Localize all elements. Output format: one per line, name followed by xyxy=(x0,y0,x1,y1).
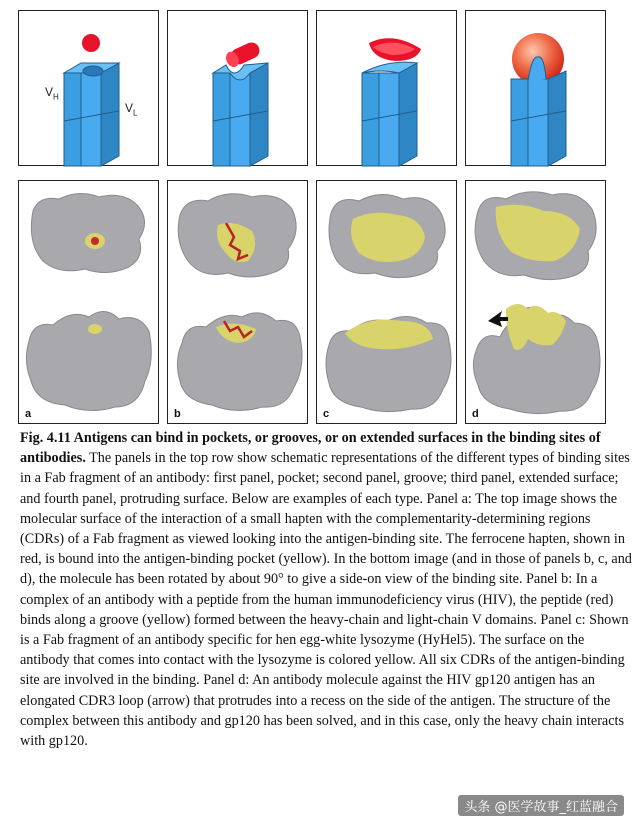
gp120-surface xyxy=(466,181,607,425)
protruding-schematic xyxy=(466,11,607,167)
figure-caption xyxy=(20,428,632,751)
groove-schematic xyxy=(168,11,309,167)
schematic-panel-groove xyxy=(167,10,308,166)
hapten-pocket-surface xyxy=(19,181,160,425)
vl-label: $V_L$ xyxy=(125,101,138,118)
schematic-panel-pocket xyxy=(18,10,159,166)
schematic-panel-protruding xyxy=(465,10,606,166)
panel-label-a: a xyxy=(25,408,32,420)
hapten-ball xyxy=(82,34,100,52)
cdr3-arrow xyxy=(488,311,508,327)
lysozyme-surface xyxy=(317,181,458,425)
surface-panel-b xyxy=(167,180,308,424)
surface-panel-a xyxy=(18,180,159,424)
surface-schematic xyxy=(317,11,458,167)
caption-body: The panels in the top row show schematic representations of the different types of binding sites in a Fab fragment of an antibody: first panel, pocket; second panel, groove; third panel, extended surface; and fourth panel, protruding surface. Below are examples of each type. Panel a: The top image shows the molecular surface of the interaction of a small hapten with the complementarity-determining regions (CDRs) of a Fab fragment as viewed looking into the antigen-binding site. The ferrocene hapten, shown in red, is bound into the antigen-binding pocket (yellow). In the bottom image (and in those of panels b, c, and d), the molecule has been rotated by about 90° to give a side-on view of the binding site. Panel b: In a complex of an antibody with a peptide from the human immunodeficiency virus (HIV), the peptide (red) binds along a groove (yellow) formed between the heavy-chain and light-chain V domains. Panel c: Shown is a Fab fragment of an antibody specific for hen egg-white lysozyme (HyHel5). The surface on the antibody that comes into contact with the lysozyme is colored yellow. All six CDRs of the antigen-binding site are involved in the binding. Panel d: An antibody molecule against the HIV gp120 antigen has an elongated CDR3 loop (arrow) that protrudes into a recess on the side of the antigen. The structure of the complex between this antibody and gp120 has been solved, and in this case, only the heavy chain interacts with gp120. xyxy=(20,450,632,750)
panel-label-c: c xyxy=(323,408,330,420)
pocket-schematic xyxy=(19,11,160,167)
caption-title: Fig. 4.11 Antigens can bind in pockets, or grooves, or on extended surfaces in the binding sites of antibodies. xyxy=(20,430,601,467)
panel-label-d: d xyxy=(472,408,479,420)
schematic-panel-surface xyxy=(316,10,457,166)
panel-label-b: b xyxy=(174,408,181,420)
vh-label: $V_H$ xyxy=(45,85,59,102)
surface-panel-c xyxy=(316,180,457,424)
surface-panel-d xyxy=(465,180,606,424)
peptide-groove-surface xyxy=(168,181,309,425)
watermark-text: 头条 @医学故事_红蓝融合 xyxy=(458,795,624,816)
